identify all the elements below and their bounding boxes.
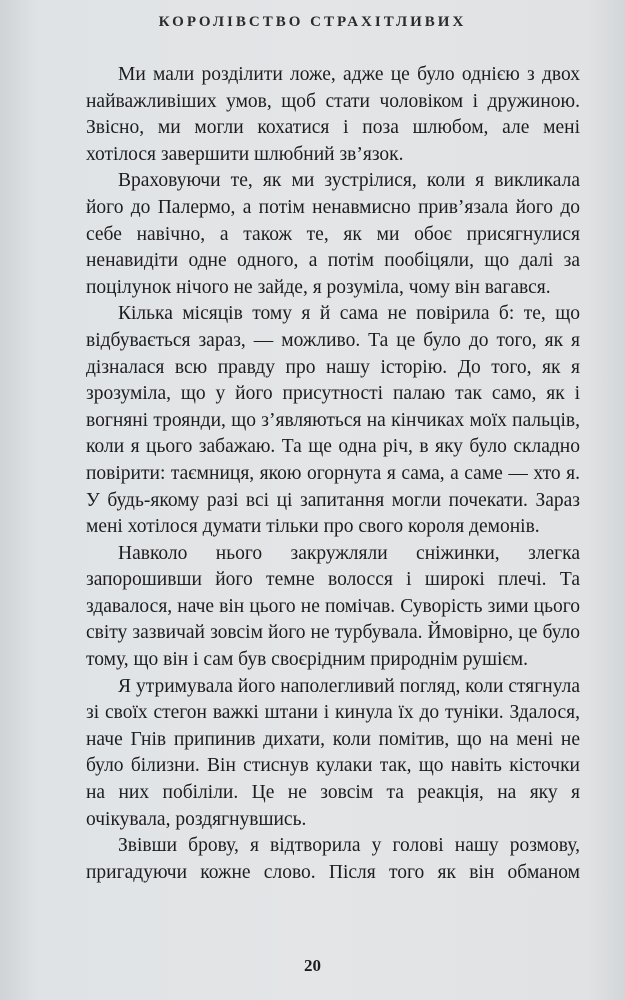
page-number: 20 bbox=[304, 956, 321, 975]
running-title: КОРОЛІВСТВО СТРАХІТЛИВИХ bbox=[158, 14, 467, 30]
paragraph: Я утримувала його наполегливий погляд, коли стягнула зі своїх стегон важкі штани і кинула їх до туніки. Здалося, наче Гнів припинив дихати, коли помітив, що на мені не було білизни. Він стиснув кулаки так, що навіть кісточки на них побіліли. Це не зовсім та реакція, на яку я очікувала, роздягнувшись. bbox=[86, 675, 580, 830]
paragraph: Навколо нього закружляли сніжинки, злегка запорошивши його темне волосся і широкі плечі. Та здавалося, наче він цього не помічав. Суворість зими цього світу зазвичай зовсім його не турбувала. Ймовірно, це було тому, що він і сам був своєрідним природнім рушієм. bbox=[86, 542, 580, 671]
paragraph: Кілька місяців тому я й сама не повірила б: те, що відбувається зараз, — можливо. Та це було до того, як я дізналася всю правду про нашу історію. До того, як я зрозуміла, що у його присутності палаю так само, як і вогняні троянди, що з’являються на кінчиках моїх пальців, коли я цього забажаю. Та ще одна річ, в яку було складно повірити: таємниця, якою огорнута я сама, а саме — хто я. У будь-якому разі всі ці запитання могли почекати. Зараз мені хотілося думати тільки про свого короля демонів. bbox=[86, 303, 580, 538]
paragraph: Ми мали розділити ложе, адже це було однією з двох найважливіших умов, щоб стати чоловіком і дружиною. Звісно, ми могли кохатися і поза шлюбом, але мені хотілося завершити шлюбний зв’язок. bbox=[86, 64, 580, 165]
paragraph: Враховуючи те, як ми зустрілися, коли я викликала його до Палермо, а потім ненавмисно прив’язала його до себе навічно, а також те, як ми обоє присягнулися ненавидіти одне одного, а потім пообіцяли, що далі за поцілунок нічого не зайде, я розуміла, чому він вагався. bbox=[86, 170, 580, 298]
paragraph: Звівши брову, я відтворила у голові нашу розмову, пригадуючи кожне слово. Після того як він обманом bbox=[86, 835, 580, 883]
body-text bbox=[86, 62, 580, 886]
